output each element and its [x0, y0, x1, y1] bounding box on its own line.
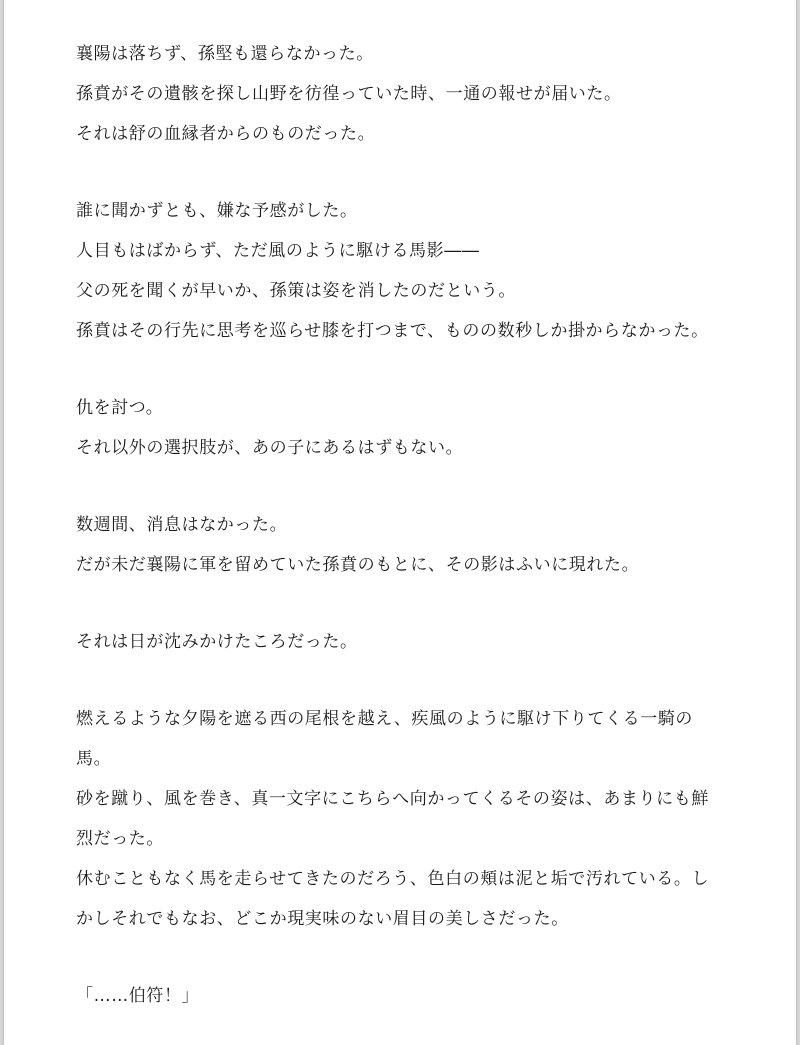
- blank-line: [76, 662, 736, 699]
- text-line: 馬。: [76, 749, 112, 769]
- text-line: 孫賁がその遺骸を探し山野を彷徨っていた時、一通の報せが届いた。: [76, 84, 622, 104]
- text-line: 砂を蹴り、風を巻き、真一文字にこちらへ向かってくるその姿は、あまりにも鮮: [76, 789, 709, 809]
- text-line: 人目もはばからず、ただ風のように駆ける馬影――: [76, 241, 480, 261]
- text-line: 休むこともなく馬を走らせてきたのだろう、色白の頬は泥と垢で汚れている。し: [76, 869, 710, 889]
- text-line: 「……伯符！」: [76, 986, 200, 1006]
- text-line: それ以外の選択肢が、あの子にあるはずもない。: [76, 438, 464, 458]
- text-line: それは日が沈みかけたころだった。: [76, 632, 358, 652]
- text-line: それは舒の血縁者からのものだった。: [76, 124, 376, 144]
- text-body: [76, 34, 736, 1016]
- text-line: 襄陽は落ちず、孫堅も還らなかった。: [76, 44, 374, 64]
- text-line: 孫賁はその行先に思考を巡らせ膝を打つまで、ものの数秒しか掛からなかった。: [76, 321, 709, 341]
- text-line: 数週間、消息はなかった。: [76, 515, 288, 535]
- text-line: だが未だ襄陽に軍を留めていた孫賁のもとに、その影はふいに現れた。: [76, 555, 640, 575]
- text-line: かしそれでもなお、どこか現実味のない眉目の美しさだった。: [76, 909, 569, 929]
- blank-line: [76, 154, 736, 191]
- text-line: 父の死を聞くが早いか、孫策は姿を消したのだという。: [76, 281, 516, 301]
- text-line: 誰に聞かずとも、嫌な予感がした。: [76, 201, 358, 221]
- text-line: 仇を討つ。: [76, 398, 164, 418]
- blank-line: [76, 939, 736, 976]
- text-line: 烈だった。: [76, 829, 164, 849]
- blank-line: [76, 351, 736, 388]
- text-line: 燃えるような夕陽を遮る西の尾根を越え、疾風のように駆け下りてくる一騎の: [76, 709, 694, 729]
- blank-line: [76, 585, 736, 622]
- document-page: [4, 0, 796, 1045]
- blank-line: [76, 468, 736, 505]
